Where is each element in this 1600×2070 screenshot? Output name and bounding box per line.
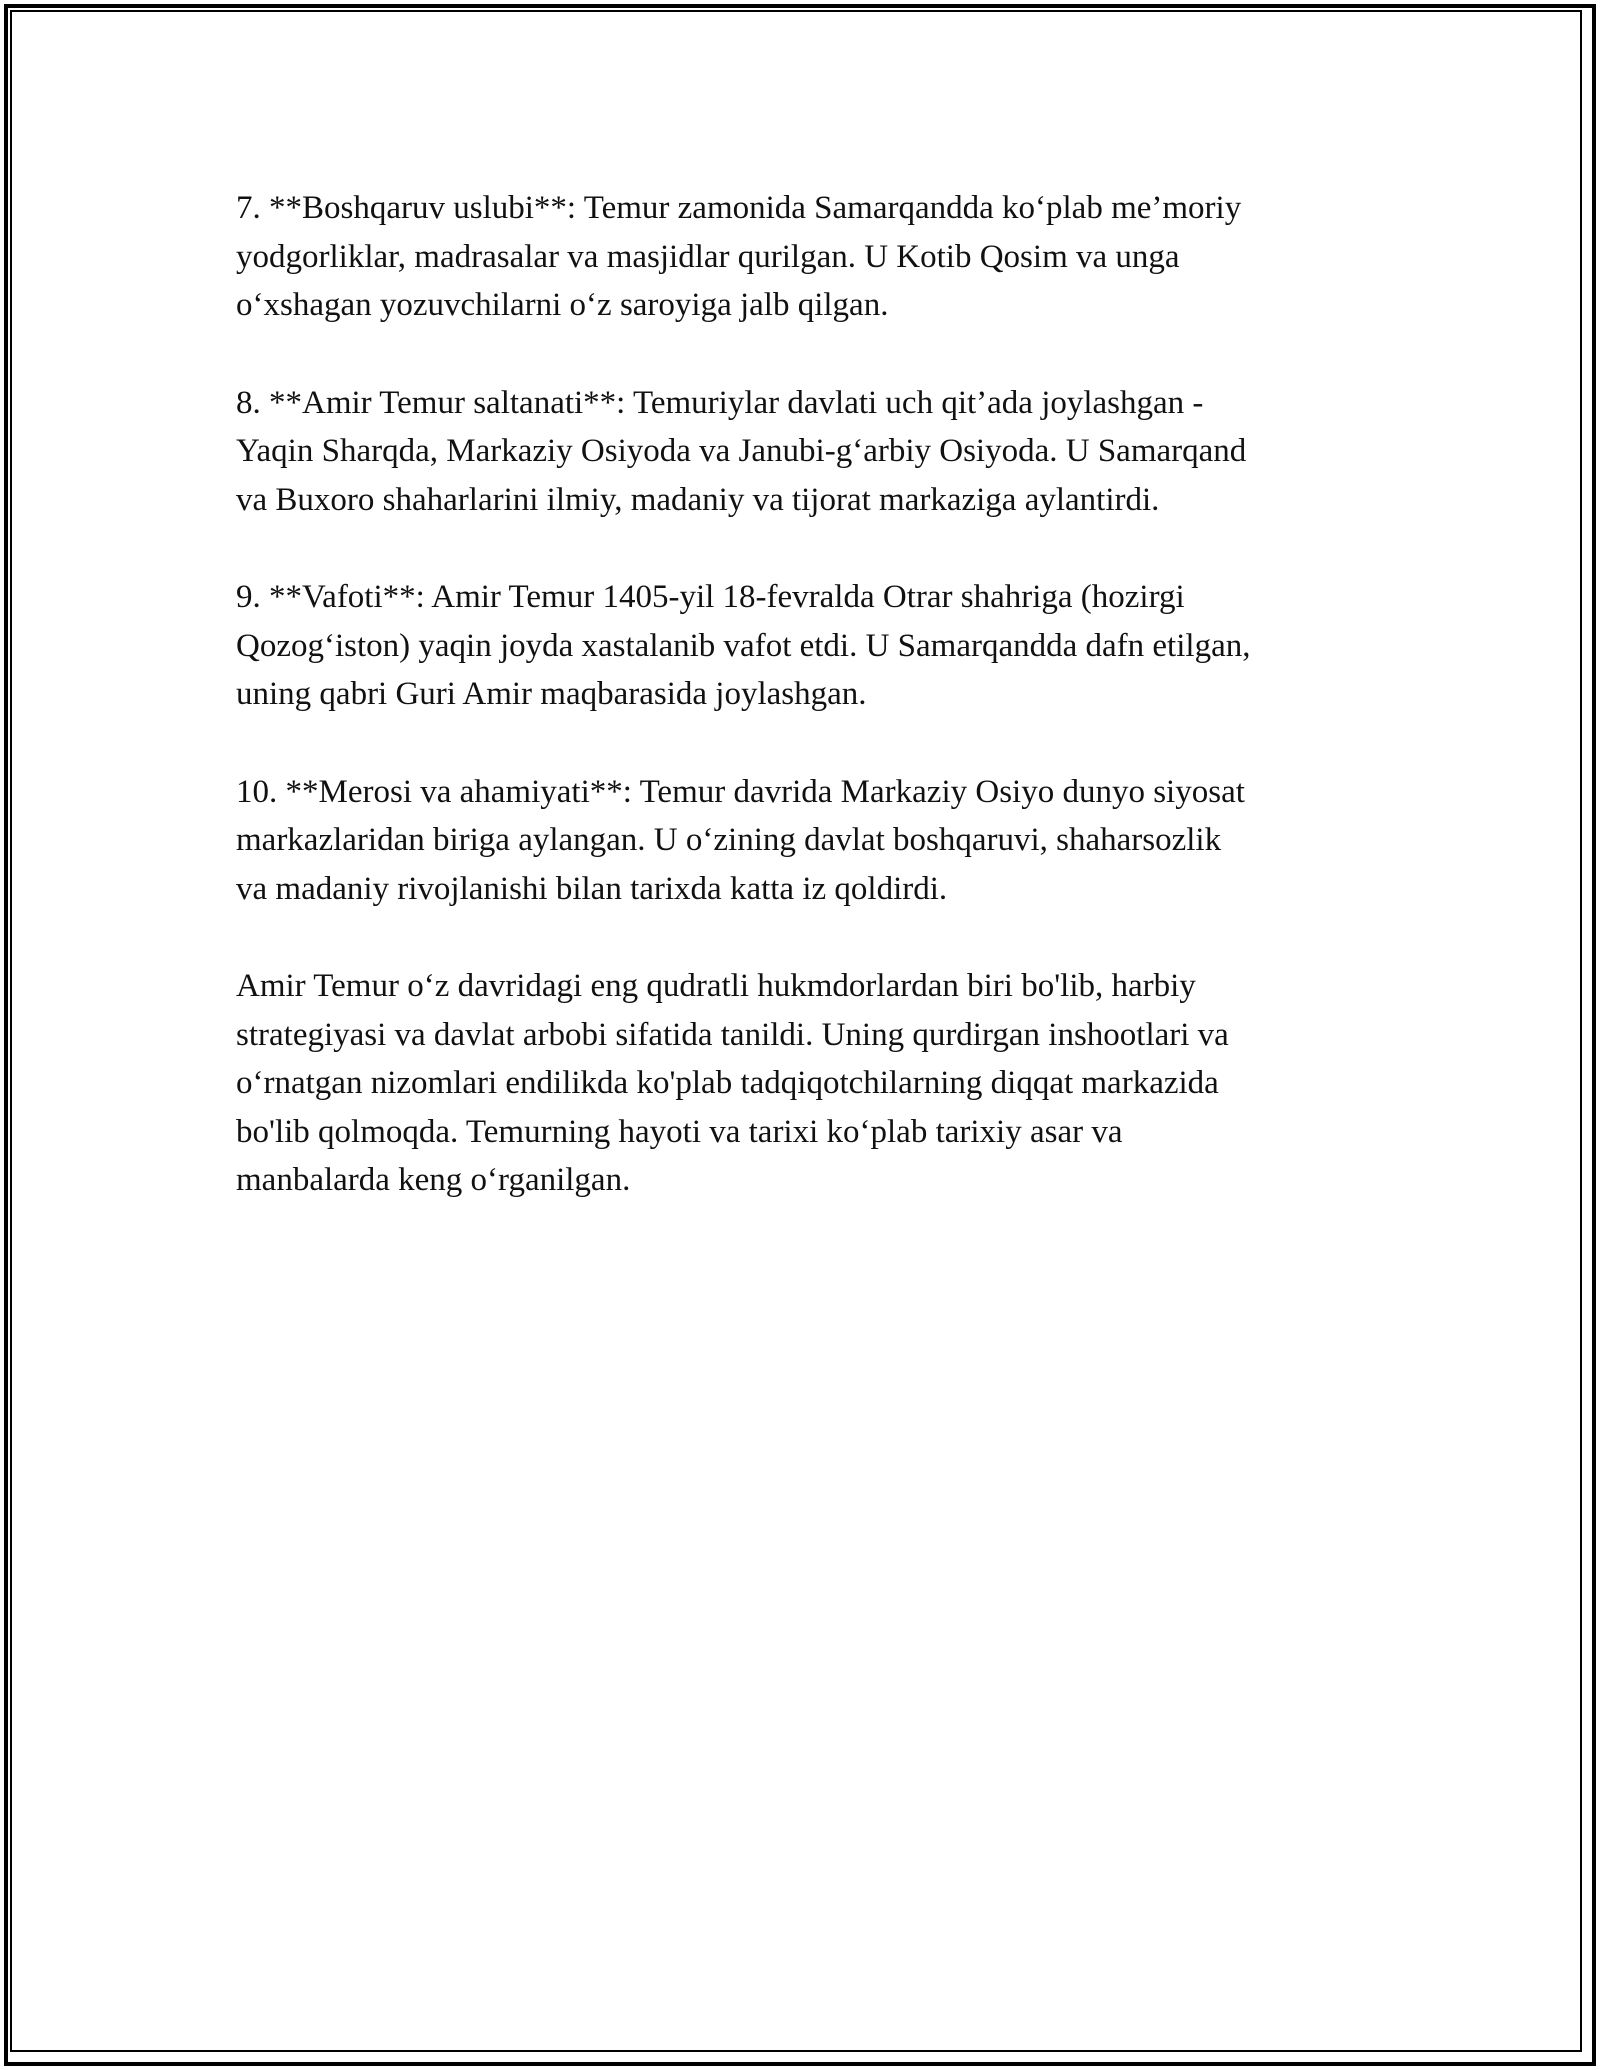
- paragraph-vafoti: 9. **Vafoti**: Amir Temur 1405-yil 18-fevralda Otrar shahriga (hozirgi Qozog‘iston) yaqin joyda xastalanib vafot etdi. U Samarqandda dafn etilgan, uning qabri Guri Amir maqbarasida joylashgan.: [236, 579, 1251, 712]
- paragraph-boshqaruv-uslubi: 7. **Boshqaruv uslubi**: Temur zamonida Samarqandda ko‘plab me’moriy yodgorliklar, madrasalar va masjidlar qurilgan. U Kotib Qosim va unga o‘xshagan yozuvchilarni o‘z saroyiga jalb qilgan.: [236, 190, 1242, 323]
- paragraph-amir-temur-saltanati: 8. **Amir Temur saltanati**: Temuriylar davlati uch qit’ada joylashgan - Yaqin Sharqda, Markaziy Osiyoda va Janubi-g‘arbiy Osiyoda. U Samarqand va Buxoro shaharlarini ilmiy, madaniy va tijorat markaziga aylantirdi.: [236, 384, 1247, 518]
- paragraph-conclusion: Amir Temur o‘z davridagi eng qudratli hukmdorlardan biri bo'lib, harbiy strategiyasi va davlat arbobi sifatida tanildi. Uning qurdirgan inshootlari va o‘rnatgan nizomlari endilikda ko'plab tadqiqotchilarning diqqat markazida bo'lib qolmoqda. Temurning hayoti va tarixi ko‘plab tarixiy asar va manbalarda keng o‘rganilgan.: [236, 968, 1229, 1198]
- paragraph-merosi-va-ahamiyati: 10. **Merosi va ahamiyati**: Temur davrida Markaziy Osiyo dunyo siyosat markazlaridan biriga aylangan. U o‘zining davlat boshqaruvi, shaharsozlik va madaniy rivojlanishi bilan tarixda katta iz qoldirdi.: [236, 773, 1245, 907]
- document-body: [236, 184, 1376, 1254]
